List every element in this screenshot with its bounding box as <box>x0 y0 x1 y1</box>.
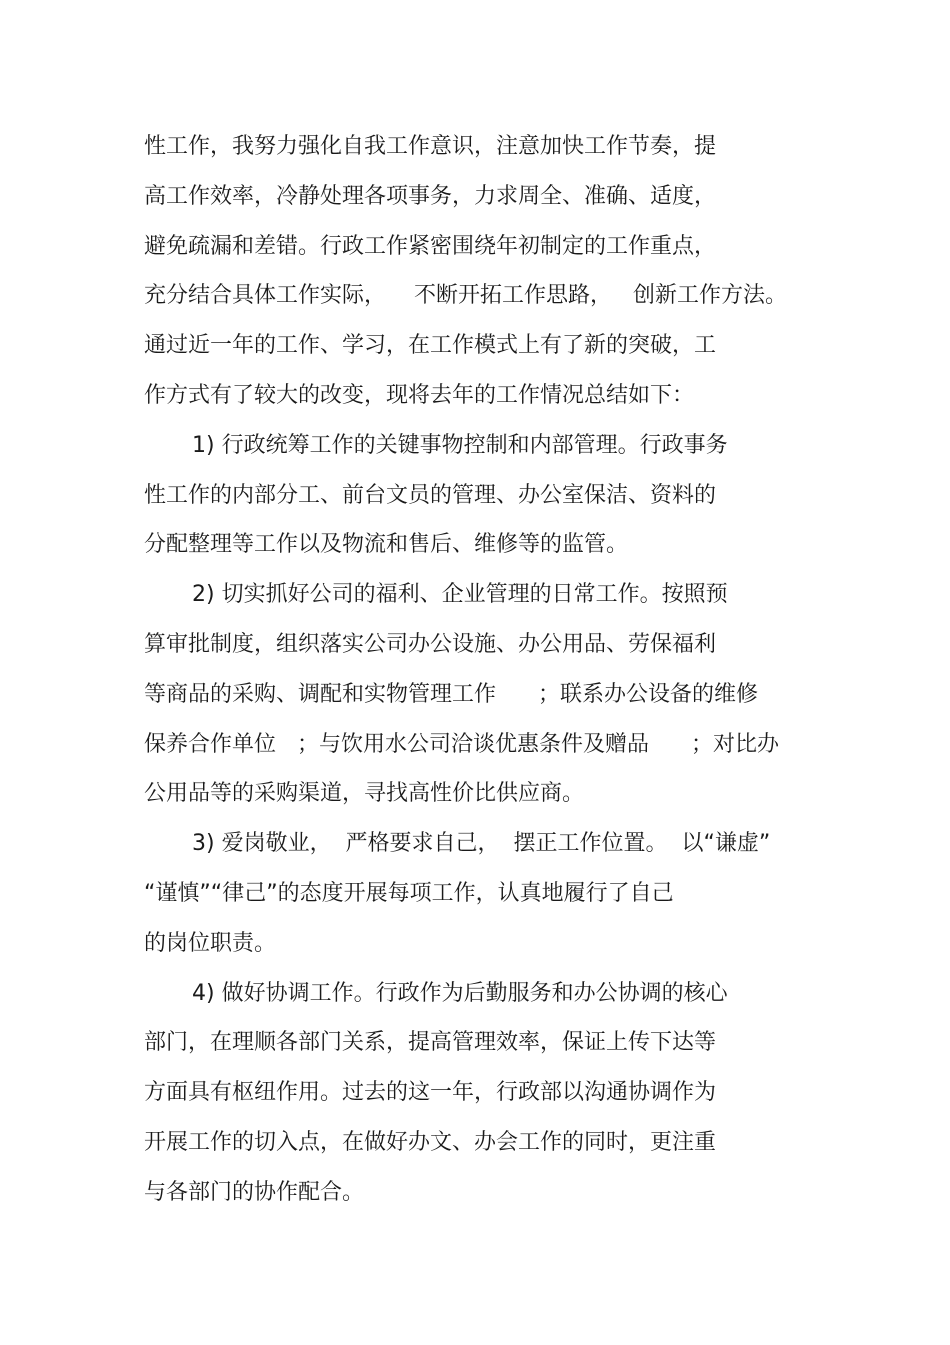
text-line: 与各部门的协作配合。 <box>144 1179 365 1205</box>
paragraph-4-heading: 4) 做好协调工作。行政作为后勤服务和办公协调的核心 <box>192 980 728 1006</box>
text-line: 算审批制度，组织落实公司办公设施、办公用品、劳保福利 <box>144 631 717 657</box>
text-line: 公用品等的采购渠道，寻找高性价比供应商。 <box>144 781 585 807</box>
text-line: “谨慎”“律己”的态度开展每项工作，认真地履行了自己 <box>144 880 674 906</box>
paragraph-3-heading: 3) 爱岗敬业， 严格要求自己， 摆正工作位置。 以“谦虚” <box>192 831 771 857</box>
text-line: 避免疏漏和差错。行政工作紧密围绕年初制定的工作重点， <box>144 233 717 259</box>
text-line: 通过近一年的工作、学习，在工作模式上有了新的突破，工 <box>144 333 717 359</box>
text-line: 方面具有枢纽作用。过去的这一年，行政部以沟通协调作为 <box>144 1080 717 1106</box>
text-line: 作方式有了较大的改变，现将去年的工作情况总结如下： <box>144 382 695 408</box>
paragraph-2-heading: 2) 切实抓好公司的福利、企业管理的日常工作。按照预 <box>192 582 728 608</box>
paragraph-1-heading: 1) 行政统筹工作的关键事物控制和内部管理。行政事务 <box>192 432 728 458</box>
text-line: 性工作的内部分工、前台文员的管理、办公室保洁、资料的 <box>144 482 717 508</box>
text-line: 保养合作单位 ；与饮用水公司洽谈优惠条件及赠品 ；对比办 <box>144 731 779 757</box>
body-text <box>144 122 824 1218</box>
text-line: 充分结合具体工作实际， 不断开拓工作思路， 创新工作方法。 <box>144 283 787 309</box>
text-line: 等商品的采购、调配和实物管理工作 ；联系办公设备的维修 <box>144 681 758 707</box>
text-line: 开展工作的切入点，在做好办文、办会工作的同时，更注重 <box>144 1129 717 1155</box>
text-line: 高工作效率，冷静处理各项事务，力求周全、准确、适度， <box>144 183 717 209</box>
text-line: 性工作，我努力强化自我工作意识，注意加快工作节奏，提 <box>144 134 717 159</box>
text-line: 的岗位职责。 <box>144 930 277 956</box>
text-line: 分配整理等工作以及物流和售后、维修等的监管。 <box>144 532 629 558</box>
text-line: 部门，在理顺各部门关系，提高管理效率，保证上传下达等 <box>144 1030 717 1056</box>
